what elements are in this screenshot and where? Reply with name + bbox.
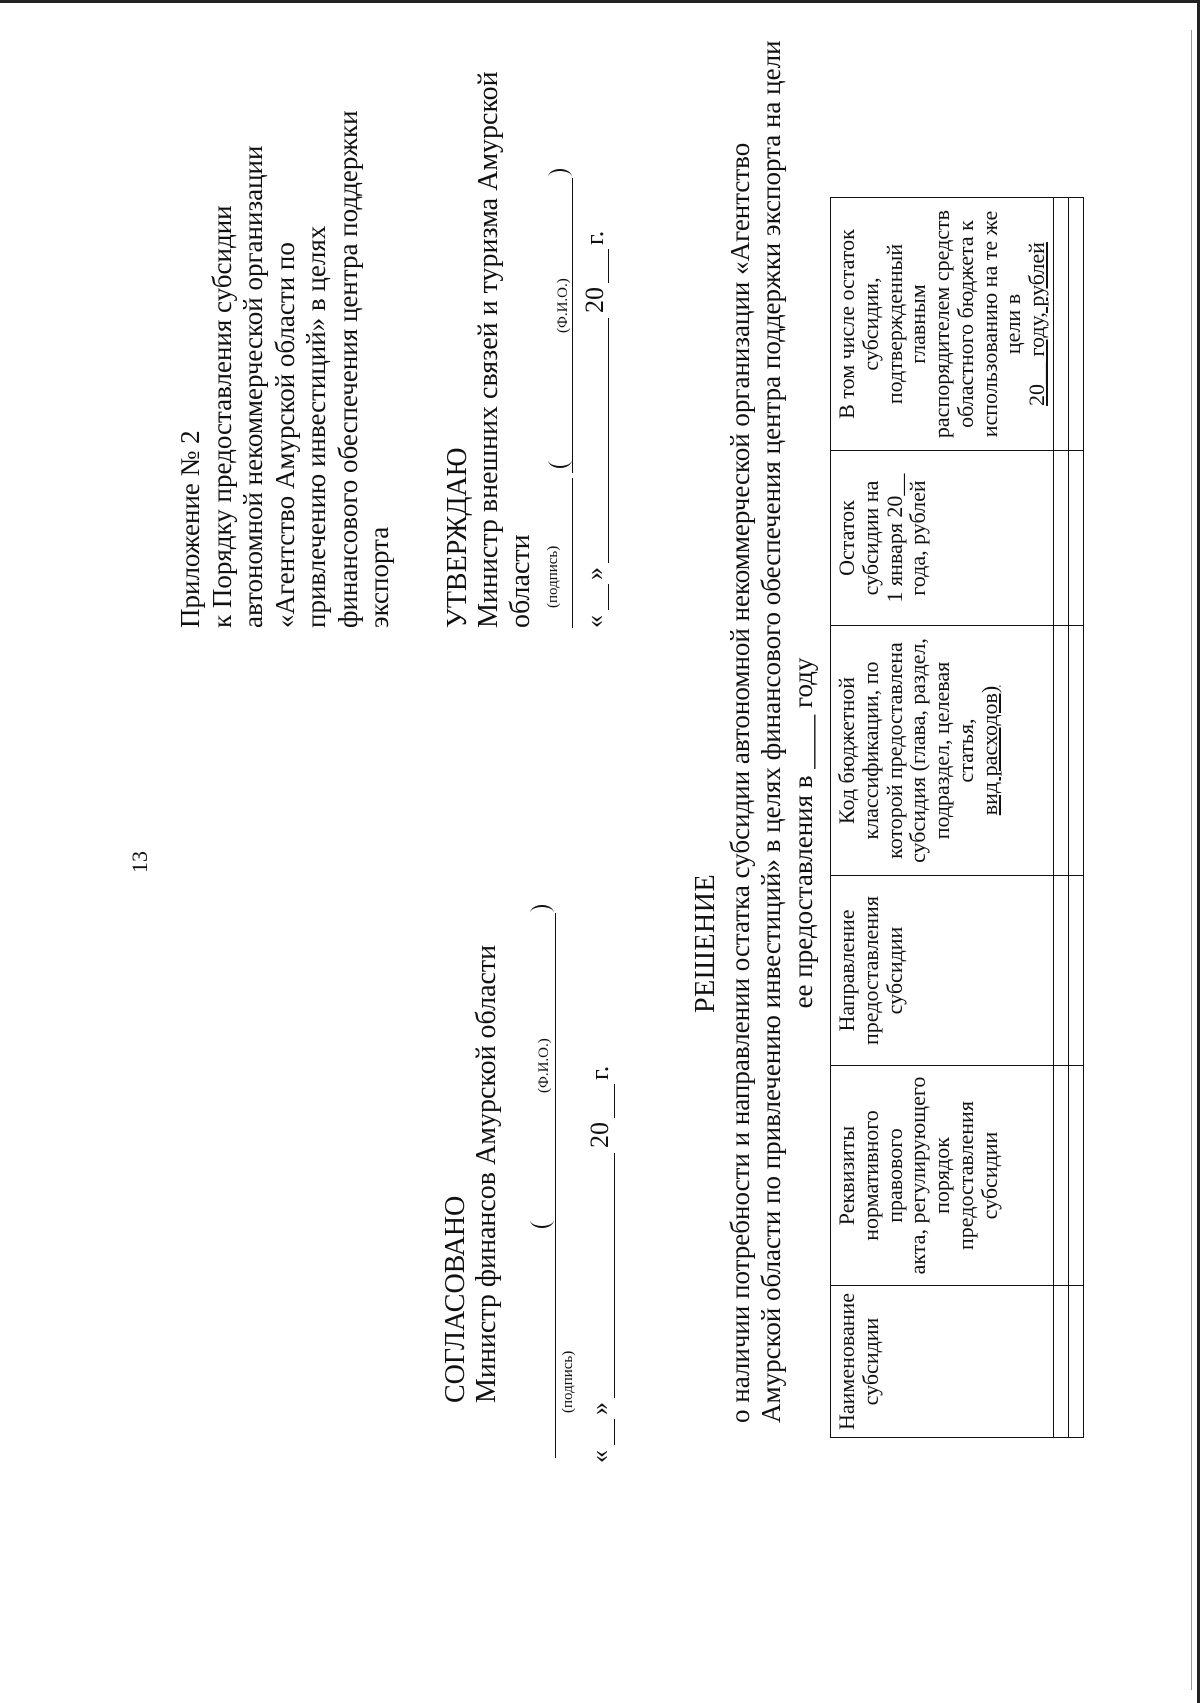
- appendix-line: экспорта: [364, 526, 395, 628]
- agreed-year-blank: [614, 1084, 615, 1118]
- decision-title: РЕШЕНИЕ: [690, 873, 721, 1013]
- approved-position: Министр внешних связей и туризма Амурской: [473, 71, 505, 628]
- approved-year-blank: [608, 249, 609, 283]
- agreed-date-close: »: [585, 1402, 614, 1415]
- approved-day-blank: [608, 584, 609, 610]
- page-number: 13: [127, 851, 152, 873]
- header-cell-legal-act: Реквизиты нормативного правового акта, регулирующего порядок предоставления субсидии: [831, 1066, 1054, 1286]
- agreed-month-blank: [614, 1153, 615, 1398]
- agreed-date-open: «: [585, 1450, 614, 1463]
- table-row: [1053, 198, 1068, 1438]
- approved-date-open: «: [580, 615, 609, 628]
- agreed-name-line: [555, 913, 556, 1233]
- approved-name-line: [572, 178, 573, 473]
- approved-signature-line: [572, 478, 573, 628]
- table-row: [1068, 198, 1083, 1438]
- agreed-block: [440, 945, 503, 1403]
- header-cell-budget-code: Код бюджетной классификации, по которой предоставлена субсидия (глава, раздел, подраздел, целевая статья, вид расходов): [831, 626, 1054, 876]
- agreed-heading: СОГЛАСОВАНО: [440, 1195, 471, 1403]
- decision-line: Амурской области по привлечению инвестиций» в целях финансового обеспечения центра поддержки экспорта на цели: [756, 40, 787, 1423]
- decision-line: о наличии потребности и направлении остатка субсидии автономной некоммерческой организации «Агентство: [725, 142, 755, 1423]
- agreed-day-blank: [614, 1419, 615, 1445]
- appendix-line: «Агентство Амурской области по: [269, 242, 300, 628]
- approved-name-paren-right: [548, 169, 572, 185]
- approved-signature-label: (подпись): [545, 545, 561, 608]
- approved-position: области: [504, 534, 536, 628]
- approved-year-prefix: 20: [580, 287, 609, 313]
- appendix-header: [175, 110, 396, 628]
- approved-heading: УТВЕРЖДАЮ: [442, 447, 473, 628]
- agreed-name-label: (Ф.И.О.): [536, 1038, 552, 1093]
- header-cell-balance: Остаток субсидии на 1 января 20__ года, рублей: [831, 451, 1054, 626]
- appendix-line: к Порядку предоставления субсидии: [206, 205, 237, 628]
- header-cell-subsidy-name: Наименование субсидии: [831, 1286, 1054, 1438]
- approved-name-paren-left: [548, 452, 572, 468]
- decision-line: ее предоставления в ____ году: [787, 657, 818, 1009]
- approved-name-label: (Ф.И.О.): [555, 278, 571, 333]
- appendix-line: автономной некоммерческой организации: [238, 145, 269, 628]
- agreed-year-prefix: 20: [585, 1122, 614, 1148]
- agreed-position: Министр финансов Амурской области: [471, 944, 503, 1403]
- header-cell-direction: Направление предоставления субсидии: [831, 876, 1054, 1066]
- decision-text: [725, 40, 819, 1423]
- approved-date-close: »: [580, 567, 609, 580]
- agreed-name-paren-right: [530, 905, 554, 921]
- approved-block: [442, 71, 536, 628]
- agreed-signature-label: (подпись): [560, 1350, 576, 1413]
- approved-month-blank: [608, 318, 609, 563]
- subsidy-table: [830, 197, 1084, 1438]
- appendix-line: Приложение № 2: [175, 430, 205, 628]
- appendix-line: финансового обеспечения центра поддержки: [332, 110, 363, 628]
- approved-year-suffix: г.: [580, 230, 609, 245]
- agreed-signature-line: [555, 1233, 556, 1458]
- appendix-line: привлечению инвестиций» в целях: [301, 225, 332, 628]
- agreed-name-paren-left: [530, 1212, 554, 1228]
- table-header-row: [831, 198, 1054, 1438]
- agreed-year-suffix: г.: [585, 1065, 614, 1080]
- header-cell-confirmed-balance: В том числе остаток субсидии, подтвержденный главным распорядителем средств областного бюджета к использованию на те же цели в 20__ году, рублей: [831, 198, 1054, 451]
